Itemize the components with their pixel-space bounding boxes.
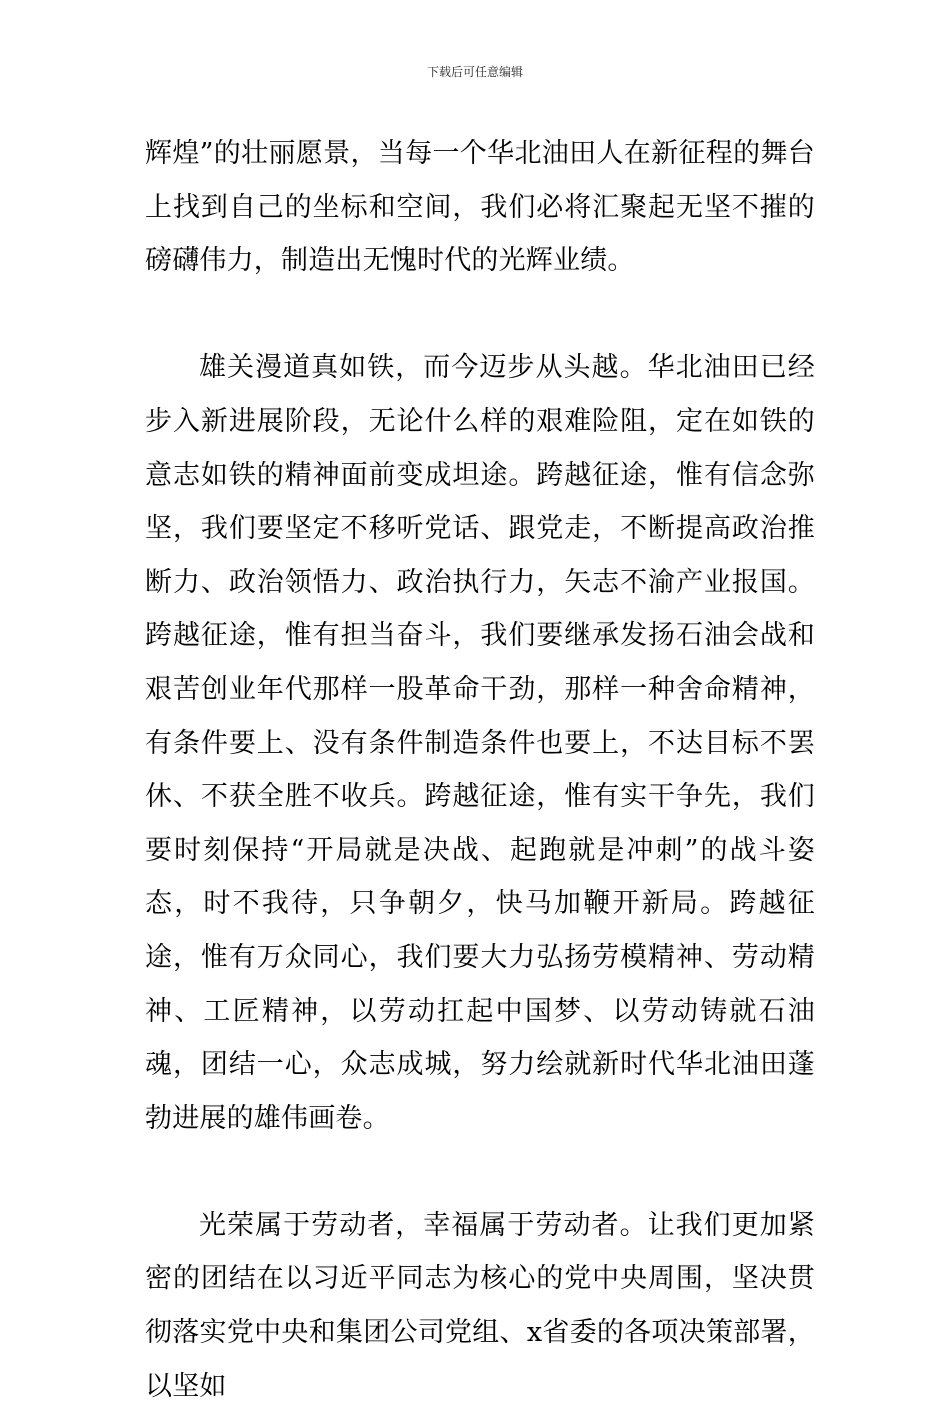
paragraph-spacer — [145, 1145, 815, 1199]
paragraph-1: 辉煌”的壮丽愿景，当每一个华北油田人在新征程的舞台上找到自己的坐标和空间，我们必将汇聚起无坚不摧的磅礴伟力，制造出无愧时代的光辉业绩。 — [145, 138, 815, 277]
paragraph-3: 光荣属于劳动者，幸福属于劳动者。让我们更加紧密的团结在以习近平同志为核心的党中央周围，坚决贯彻落实党中央和集团公司党组、x省委的各项决策部署，以坚如 — [145, 1209, 815, 1402]
document-body — [145, 127, 815, 1413]
paragraph-2: 雄关漫道真如铁，而今迈步从头越。华北油田已经步入新进展阶段，无论什么样的艰难险阻，定在如铁的意志如铁的精神面前变成坦途。跨越征途，惟有信念弥坚，我们要坚定不移听党话、跟党走，不断提高政治推断力、政治领悟力、政治执行力，矢志不渝产业报国。跨越征途，惟有担当奋斗，我们要继承发扬石油会战和艰苦创业年代那样一股革命干劲，那样一种舍命精神，有条件要上、没有条件制造条件也要上，不达目标不罢休、不获全胜不收兵。跨越征途，惟有实干争先，我们要时刻保持“开局就是决战、起跑就是冲刺”的战斗姿态，时不我待，只争朝夕，快马加鞭开新局。跨越征途，惟有万众同心，我们要大力弘扬劳模精神、劳动精神、工匠精神，以劳动扛起中国梦、以劳动铸就石油魂，团结一心，众志成城，努力绘就新时代华北油田蓬勃进展的雄伟画卷。 — [145, 352, 815, 1134]
page-header: 下载后可任意编辑 — [426, 65, 523, 79]
paragraph-spacer — [145, 288, 815, 342]
